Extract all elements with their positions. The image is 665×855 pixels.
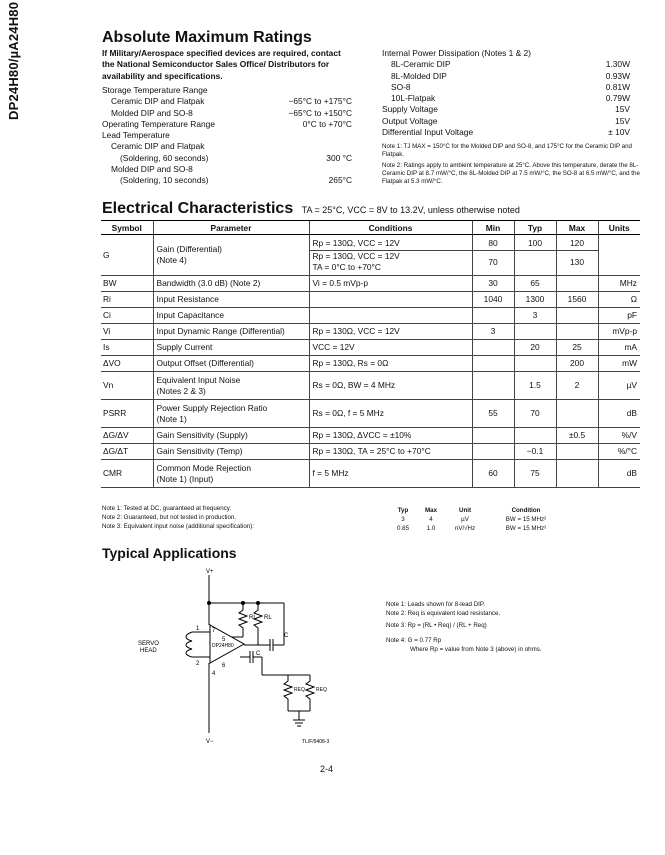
military-notice: If Military/Aerospace specified devices are required, contact the National Semiconductor Sales Office/ Distributors for availability and specifications. xyxy=(102,48,341,81)
rating-value: 0.93W xyxy=(605,70,630,81)
ec-heading xyxy=(102,200,520,218)
ec-parameter: Supply Current xyxy=(153,340,309,356)
ec-header-row xyxy=(101,221,640,235)
rating-value: 0.79W xyxy=(605,93,630,104)
req2-label: REQ xyxy=(316,687,327,693)
rating-value: −65°C to +175°C xyxy=(288,96,352,107)
rating-label: 10L-Flatpak xyxy=(391,93,436,104)
ec-units: pF xyxy=(598,308,640,324)
ec-header-conditions: Conditions xyxy=(309,221,472,235)
ec-cond xyxy=(309,460,472,488)
abs-note-1-text: Note 1: TJ MAX = 150°C for the Molded DIP and SO-8, and 175°C for the Ceramic DIP and Flatpak. xyxy=(382,143,632,158)
pin5-label: 5 xyxy=(222,637,226,643)
ec-units: MHz xyxy=(598,276,640,292)
ec-header-min: Min xyxy=(472,221,514,235)
pin2-label: 2 xyxy=(196,661,200,667)
ec-note: Note 2: Guaranteed, but not tested in production. xyxy=(102,514,237,521)
rating-label: Storage Temperature Range xyxy=(102,85,208,95)
ec-min xyxy=(472,340,514,356)
ec-min xyxy=(472,356,514,372)
ec-parameter: Input Capacitance xyxy=(153,308,309,324)
ec-typ xyxy=(514,324,556,340)
ec-parameter: Equivalent Input Noise (Notes 2 & 3) xyxy=(153,372,309,400)
ec-cond xyxy=(309,340,472,356)
rating-label: Differential Input Voltage xyxy=(382,127,474,138)
typ-note: Note 1: Leads shown for 8-lead DIP. xyxy=(386,601,485,608)
ec-min-line: 70 xyxy=(488,256,498,267)
ec-symbol: Vi xyxy=(101,324,153,340)
rating-label: Ceramic DIP and Flatpak xyxy=(111,96,205,107)
ec-typ-line: 65 xyxy=(530,278,540,288)
ec-units: mVp-p xyxy=(598,324,640,340)
junction-dot xyxy=(257,602,260,605)
vminus-label: V− xyxy=(206,739,214,745)
ec-max xyxy=(556,460,598,488)
ec-max xyxy=(556,400,598,428)
rating-row xyxy=(102,164,352,175)
noise-cell: 3 xyxy=(401,516,405,523)
ec-row xyxy=(101,356,640,372)
pin4-label: 4 xyxy=(212,671,216,677)
ec-cond xyxy=(309,235,472,276)
rating-value: 15V xyxy=(615,115,630,126)
ec-conditions: TA = 25°C, VCC = 8V to 13.2V, unless otherwise noted xyxy=(301,205,520,215)
ec-typ xyxy=(514,400,556,428)
ec-typ xyxy=(514,372,556,400)
ec-cond-line: Rp = 130Ω, Rs = 0Ω xyxy=(312,358,389,368)
rating-value: 1.30W xyxy=(605,59,630,70)
ec-parameter: Input Resistance xyxy=(153,292,309,308)
ec-min-line: 30 xyxy=(488,278,498,288)
ec-max xyxy=(556,356,598,372)
ec-row xyxy=(101,428,640,444)
rating-row xyxy=(382,71,630,82)
rating-row xyxy=(102,141,352,152)
ec-note: Note 1: Tested at DC, guaranteed at frequency. xyxy=(102,505,232,512)
ec-row xyxy=(101,276,640,292)
ec-min xyxy=(472,235,514,276)
noise-spec-table xyxy=(388,506,628,533)
ec-min-line: 3 xyxy=(490,326,496,336)
noise-header-row xyxy=(388,506,628,515)
ec-units: %/°C xyxy=(598,444,640,460)
pin1-label: 1 xyxy=(196,626,200,632)
ec-cond xyxy=(309,308,472,324)
ec-symbol: G xyxy=(101,235,153,276)
rating-value: 300 °C xyxy=(326,152,352,163)
ec-max xyxy=(556,235,598,276)
pin6-label: 6 xyxy=(222,663,226,669)
rating-row xyxy=(102,153,352,164)
rating-row xyxy=(102,96,352,107)
ec-typ xyxy=(514,308,556,324)
ec-typ xyxy=(514,276,556,292)
ec-typ-line: 3 xyxy=(532,310,538,320)
ec-title: Electrical Characteristics xyxy=(102,200,294,217)
noise-cell: BW = 15 MHz² xyxy=(505,516,547,523)
ec-max xyxy=(556,444,598,460)
noise-header: Max xyxy=(424,507,438,514)
ec-typ-line: 1300 xyxy=(525,294,545,304)
side-title-text: DP24H80/µA24H80 xyxy=(6,1,21,120)
rl1-label: RL xyxy=(249,615,257,621)
ec-row xyxy=(101,292,640,308)
ec-max xyxy=(556,324,598,340)
ec-typ-line xyxy=(515,251,556,273)
ec-max-line: 200 xyxy=(570,358,584,368)
typ-note: Where Rp = value from Note 3 (above) in ohms. xyxy=(410,646,542,653)
ec-cond-line: Rs = 0Ω, f = 5 MHz xyxy=(312,408,384,418)
ec-min xyxy=(472,324,514,340)
pin7-label: 7 xyxy=(212,628,216,634)
ec-max-line: 1560 xyxy=(567,294,587,304)
typical-app-notes xyxy=(386,600,542,654)
ec-row xyxy=(101,340,640,356)
rating-row xyxy=(102,175,352,186)
ec-typ-line: 20 xyxy=(530,342,540,352)
ec-parameter: Bandwidth (3.0 dB) (Note 2) xyxy=(153,276,309,292)
ec-header-parameter: Parameter xyxy=(153,221,309,235)
ec-parameter: Input Dynamic Range (Differential) xyxy=(153,324,309,340)
noise-cell: 4 xyxy=(429,516,433,523)
ec-cond-line: Rp = 130Ω, TA = 25°C to +70°C xyxy=(312,446,431,456)
ec-typ xyxy=(514,428,556,444)
rating-label: Ceramic DIP and Flatpak xyxy=(111,141,205,152)
abs-max-title: Absolute Maximum Ratings xyxy=(102,29,312,46)
ec-notes xyxy=(102,504,372,531)
noise-header: Typ xyxy=(397,507,409,514)
rating-row xyxy=(382,104,630,115)
noise-cell: 0.85 xyxy=(396,525,410,532)
ec-symbol: Ci xyxy=(101,308,153,324)
rating-label: Molded DIP and SO-8 xyxy=(111,164,193,175)
req1-label: REQ xyxy=(294,687,305,693)
ec-row xyxy=(101,460,640,488)
side-part-number xyxy=(6,1,28,130)
ec-symbol: CMR xyxy=(101,460,153,488)
ec-typ xyxy=(514,235,556,276)
noise-row xyxy=(388,524,628,533)
ec-min-line: 80 xyxy=(473,237,514,251)
ec-min xyxy=(472,308,514,324)
rating-row xyxy=(382,127,630,138)
rl-resistor-1 xyxy=(239,603,247,637)
ec-units: %/V xyxy=(598,428,640,444)
ec-min xyxy=(472,444,514,460)
typ-note: Note 4: G = 0.77 Rp xyxy=(386,637,442,644)
ec-cond-line: Rp = 130Ω, VCC = 12V xyxy=(312,326,400,336)
ec-min xyxy=(472,460,514,488)
c2-label: C xyxy=(256,651,261,657)
rating-label: Molded DIP and SO-8 xyxy=(111,107,193,118)
ec-cond xyxy=(309,324,472,340)
ec-units: dB xyxy=(598,460,640,488)
ec-symbol: BW xyxy=(101,276,153,292)
rating-label: Operating Temperature Range xyxy=(102,118,215,129)
ec-note: Note 3: Equivalent input noise (additional specification): xyxy=(102,523,255,530)
ec-max xyxy=(556,308,598,324)
ec-min-line: 55 xyxy=(488,408,498,418)
ec-cond xyxy=(309,372,472,400)
ec-cond-line: Vi = 0.5 mVp-p xyxy=(312,278,368,288)
abs-left-list xyxy=(102,85,352,187)
ec-units: mW xyxy=(598,356,640,372)
ec-symbol: ΔG/ΔV xyxy=(101,428,153,444)
ec-max-line: 120 xyxy=(557,237,598,251)
rating-label: Output Voltage xyxy=(382,115,438,126)
ec-typ xyxy=(514,292,556,308)
ec-typ xyxy=(514,340,556,356)
rating-label: Internal Power Dissipation (Notes 1 & 2) xyxy=(382,48,531,58)
ec-parameter: Common Mode Rejection (Note 1) (Input) xyxy=(153,460,309,488)
ec-symbol: ΔG/ΔT xyxy=(101,444,153,460)
ec-typ-line: 100 xyxy=(515,237,556,251)
ec-cond-line: Rp = 130Ω, VCC = 12V xyxy=(310,237,472,251)
rating-row xyxy=(102,130,352,141)
ec-parameter: Gain Sensitivity (Temp) xyxy=(153,444,309,460)
rating-label: 8L-Molded DIP xyxy=(391,70,447,81)
vplus-label: V+ xyxy=(206,569,214,575)
ec-typ-line: 75 xyxy=(530,468,540,478)
rating-row xyxy=(102,108,352,119)
ec-min xyxy=(472,292,514,308)
chip-label: DP24H80 xyxy=(212,643,234,649)
ec-units: Ω xyxy=(598,292,640,308)
ec-typ xyxy=(514,460,556,488)
ec-row xyxy=(101,324,640,340)
noise-cell: 1.0 xyxy=(426,525,436,532)
rating-value: 0.81W xyxy=(605,81,630,92)
noise-cell: nV/√Hz xyxy=(454,525,476,532)
rating-row xyxy=(382,93,630,104)
ec-cond-line: Rs = 0Ω, BW = 4 MHz xyxy=(312,380,396,390)
abs-note-2-text: Note 2: Ratings apply to ambient temperature at 25°C. Above this temperature, derate the 8L-Ceramic DIP at 8.7 mW/°C, the 8L-Molded DIP at 7.5 mW/°C, the SO-8 at 6.5 mW/°C, and the Flatpak at 5.3 mW/°C. xyxy=(382,162,640,185)
rating-row xyxy=(102,119,352,130)
rating-row xyxy=(382,82,630,93)
ec-typ-line: 70 xyxy=(530,408,540,418)
rating-label: (Soldering, 10 seconds) xyxy=(120,175,209,186)
ec-typ-line: 1.5 xyxy=(529,380,541,390)
abs-right-list xyxy=(382,48,630,138)
noise-row xyxy=(388,515,628,524)
rating-value: −65°C to +150°C xyxy=(288,107,352,118)
ec-min-line: 60 xyxy=(488,468,498,478)
ec-row xyxy=(101,444,640,460)
ec-max xyxy=(556,276,598,292)
typical-applications-title: Typical Applications xyxy=(102,545,237,561)
ec-units xyxy=(598,235,640,276)
ec-header-typ: Typ xyxy=(514,221,556,235)
ec-parameter: Gain (Differential) (Note 4) xyxy=(153,235,309,276)
rating-value: 0°C to +70°C xyxy=(302,118,352,129)
electrical-characteristics-table xyxy=(101,220,640,488)
ec-max-line: 2 xyxy=(574,380,580,390)
req-resistor-2 xyxy=(306,675,314,711)
ec-header-units: Units xyxy=(598,221,640,235)
ec-min xyxy=(472,400,514,428)
noise-cell: µV xyxy=(461,516,469,523)
rating-label: Supply Voltage xyxy=(382,104,438,115)
req-resistor-1 xyxy=(284,675,292,711)
ec-typ xyxy=(514,444,556,460)
ec-min-line: 1040 xyxy=(483,294,503,304)
rating-value: 265°C xyxy=(328,175,352,186)
ec-row xyxy=(101,400,640,428)
ec-units: µV xyxy=(598,372,640,400)
c1-label: C xyxy=(284,633,289,639)
ec-max-line: 25 xyxy=(572,342,582,352)
noise-header: Condition xyxy=(511,507,541,514)
ec-min xyxy=(472,428,514,444)
rating-value: ± 10V xyxy=(608,127,630,138)
rating-row xyxy=(382,116,630,127)
ec-parameter: Power Supply Rejection Ratio (Note 1) xyxy=(153,400,309,428)
ec-symbol: PSRR xyxy=(101,400,153,428)
ec-units: mA xyxy=(598,340,640,356)
junction-dot xyxy=(242,602,245,605)
typ-note: Note 3: Rp = (RL • Req) / (RL + Req) xyxy=(386,622,487,629)
page-number: 2-4 xyxy=(320,764,334,774)
ec-header-max: Max xyxy=(556,221,598,235)
ec-cond-line: Rp = 130Ω, VCC = 12V TA = 0°C to +70°C xyxy=(312,251,400,272)
ec-max xyxy=(556,340,598,356)
rating-label: Lead Temperature xyxy=(102,130,170,141)
ec-min xyxy=(472,276,514,292)
rating-row xyxy=(382,48,630,59)
ec-row xyxy=(101,235,640,276)
typ-note: Note 2: Req is equivalent load resistance. xyxy=(386,610,501,617)
ec-symbol: Is xyxy=(101,340,153,356)
ec-max xyxy=(556,372,598,400)
ec-row xyxy=(101,372,640,400)
rating-label: SO-8 xyxy=(391,81,411,92)
ec-typ-line: −0.1 xyxy=(526,446,544,456)
ec-max xyxy=(556,292,598,308)
rating-label: 8L-Ceramic DIP xyxy=(391,59,451,70)
ec-typ xyxy=(514,356,556,372)
ec-cond xyxy=(309,292,472,308)
ec-row xyxy=(101,308,640,324)
ec-cond xyxy=(309,400,472,428)
ec-parameter: Gain Sensitivity (Supply) xyxy=(153,428,309,444)
abs-note-2 xyxy=(382,162,642,186)
rating-value: 15V xyxy=(615,104,630,115)
ec-symbol: Ri xyxy=(101,292,153,308)
ec-header-symbol: Symbol xyxy=(101,221,153,235)
ec-cond-line: Rp = 130Ω, ΔVCC = ±10% xyxy=(312,430,412,440)
ec-units: dB xyxy=(598,400,640,428)
rating-label: (Soldering, 60 seconds) xyxy=(120,152,209,163)
ec-max-line: ±0.5 xyxy=(568,430,586,440)
noise-header: Unit xyxy=(458,507,472,514)
servo-label: SERVO xyxy=(138,641,159,647)
noise-cell: BW = 15 MHz² xyxy=(505,525,547,532)
rl2-label: RL xyxy=(264,615,272,621)
head-label: HEAD xyxy=(140,648,157,654)
ec-cond-line: f = 5 MHz xyxy=(312,468,349,478)
abs-note-1 xyxy=(382,143,642,159)
ec-max-line: 130 xyxy=(570,256,584,267)
rating-row xyxy=(102,85,352,96)
ec-cond xyxy=(309,356,472,372)
ec-cond xyxy=(309,276,472,292)
ec-min xyxy=(472,372,514,400)
ec-cond xyxy=(309,428,472,444)
rating-row xyxy=(382,59,630,70)
rl-resistor-2 xyxy=(254,603,262,645)
application-circuit-diagram xyxy=(110,565,360,750)
ec-cond-line: VCC = 12V xyxy=(312,342,355,352)
ec-parameter: Output Offset (Differential) xyxy=(153,356,309,372)
ec-cond xyxy=(309,444,472,460)
ec-symbol: ΔVO xyxy=(101,356,153,372)
ec-max xyxy=(556,428,598,444)
ec-symbol: Vn xyxy=(101,372,153,400)
figure-code: TL/F/9408-3 xyxy=(302,739,330,745)
servo-head-coil xyxy=(186,632,192,657)
